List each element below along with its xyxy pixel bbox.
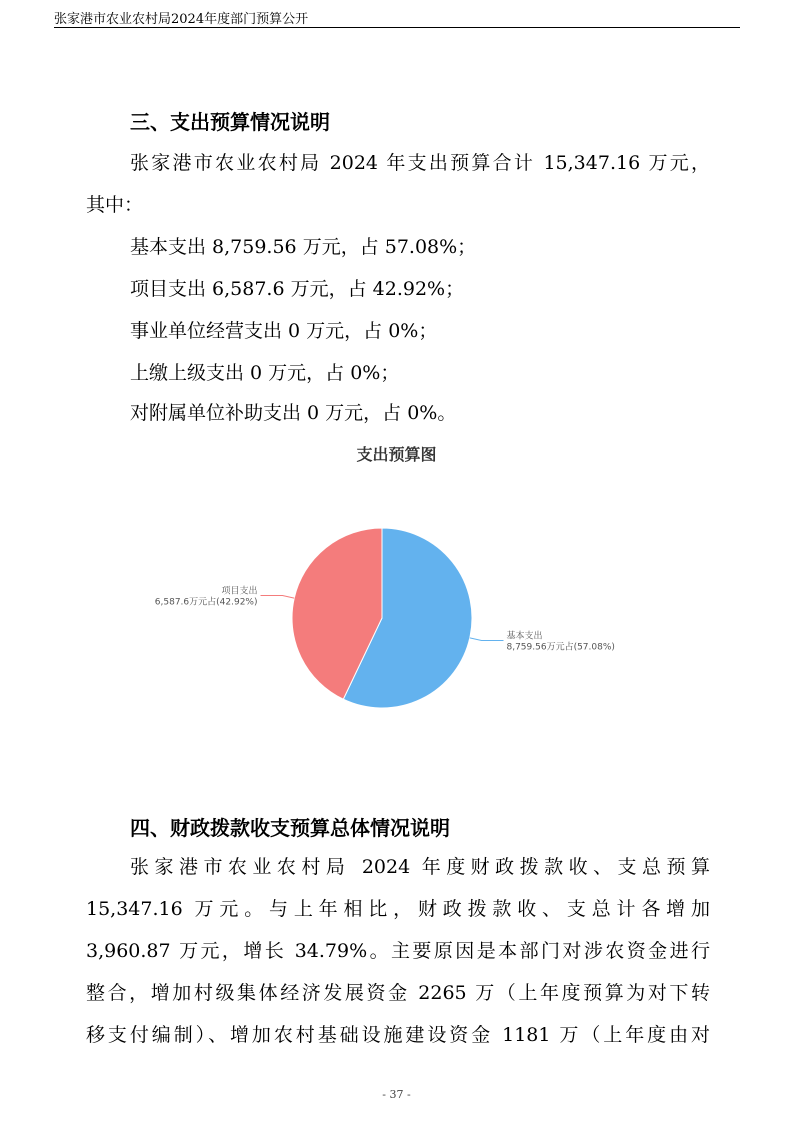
expense-item-subsidiary: 对附属单位补助支出 0 万元，占 0%。	[130, 402, 457, 424]
section-4-heading: 四、财政拨款收支预算总体情况说明	[130, 816, 450, 840]
pie-label-value-2: 6,587.6万元占(42.92%)	[154, 597, 258, 608]
expense-item-basic: 基本支出 8,759.56 万元，占 57.08%；	[130, 236, 477, 258]
pie-label-name-1: 基本支出	[506, 631, 543, 642]
chart-title: 支出预算图	[356, 445, 437, 464]
page-number: - 37 -	[382, 1088, 411, 1101]
section-3-heading: 三、支出预算情况说明	[130, 110, 330, 134]
expense-item-project: 项目支出 6,587.6 万元，占 42.92%；	[130, 278, 465, 300]
expense-pie-chart	[130, 470, 670, 730]
section-3-intro-line-2: 其中：	[86, 194, 144, 216]
expense-item-operating: 事业单位经营支出 0 万元，占 0%；	[130, 320, 438, 342]
header-rule	[54, 27, 740, 28]
section-4-line-1: 张家港市农业农村局 2024 年度财政拨款收、支总预算	[130, 856, 710, 878]
section-4-line-5: 移支付编制）、增加农村基础设施建设资金 1181 万（上年度由对	[86, 1024, 710, 1046]
pie-label-name-2: 项目支出	[221, 586, 258, 597]
pie-label-value-1: 8,759.56万元占(57.08%)	[506, 642, 615, 653]
pie-leader-line-1	[470, 638, 504, 641]
page-header-title: 张家港市农业农村局2024年度部门预算公开	[54, 12, 309, 27]
expense-item-upper-level: 上缴上级支出 0 万元，占 0%；	[130, 362, 400, 384]
pie-leader-line-2	[261, 596, 295, 599]
section-3-intro-line-1: 张家港市农业农村局 2024 年支出预算合计 15,347.16 万元，	[130, 152, 710, 174]
section-4-line-3: 3,960.87 万元，增长 34.79%。主要原因是本部门对涉农资金进行	[86, 940, 710, 962]
section-4-line-4: 整合，增加村级集体经济发展资金 2265 万（上年度预算为对下转	[86, 982, 710, 1004]
section-4-line-2: 15,347.16 万元。与上年相比，财政拨款收、支总计各增加	[86, 898, 710, 920]
